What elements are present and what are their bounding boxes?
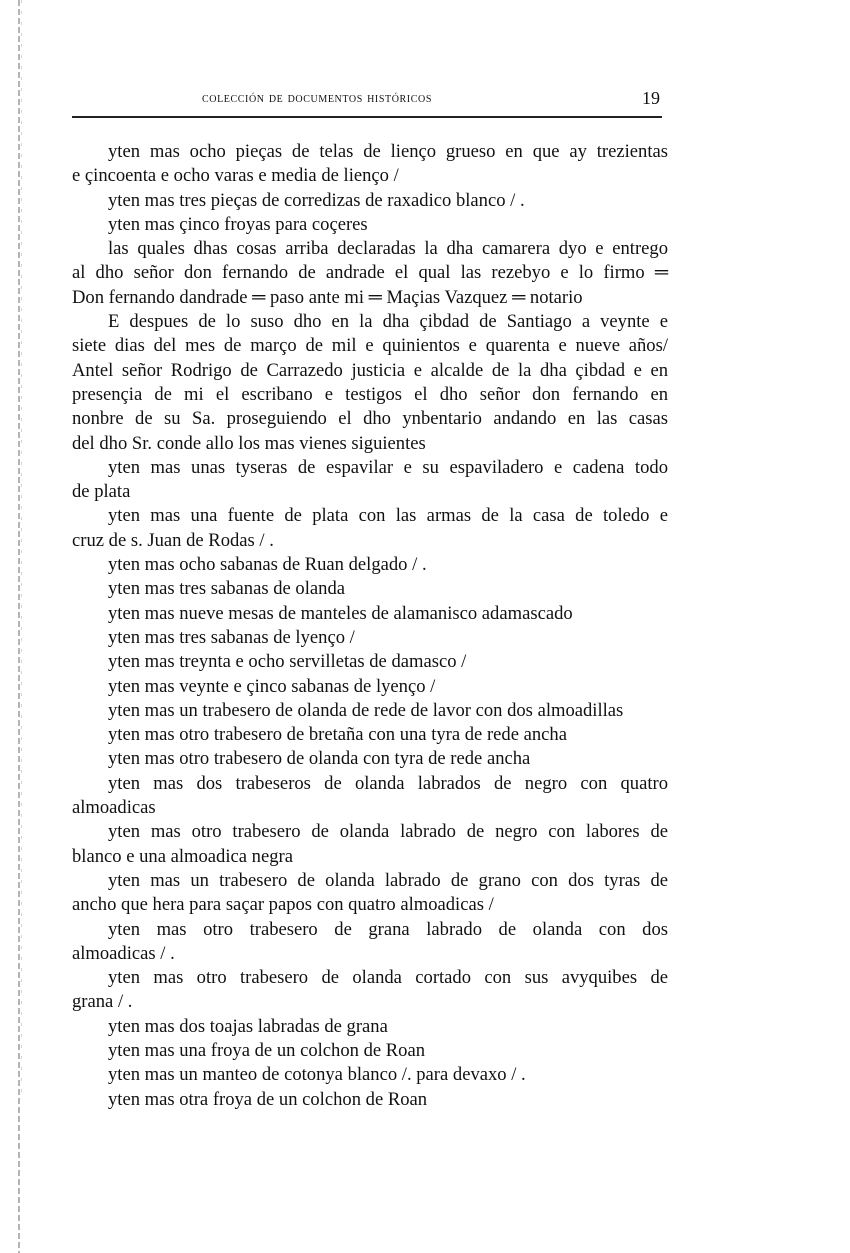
- document-body: [72, 140, 668, 1112]
- text-line: yten mas otra froya de un colchon de Roan: [108, 1088, 428, 1110]
- text-line: yten mas un manteo de cotonya blanco /. para devaxo / .: [108, 1064, 526, 1086]
- text-line: yten mas tres sabanas de olanda: [108, 578, 345, 600]
- text-line: nonbre de su Sa. proseguiendo el dho ynbentario andando en las casas: [72, 408, 668, 430]
- paragraph: [72, 602, 668, 626]
- running-title: colección de documentos históricos: [202, 90, 432, 106]
- paragraph: [72, 772, 668, 821]
- text-line: e çincoenta e ocho varas e media de lienço /: [72, 165, 399, 187]
- text-line: al dho señor don fernando de andrade el qual las rezebyo e lo firmo ═: [72, 262, 668, 284]
- text-line: yten mas tres pieças de corredizas de raxadico blanco / .: [108, 189, 525, 211]
- text-line: yten mas veynte e çinco sabanas de lyenço /: [108, 675, 436, 697]
- text-line: yten mas otro trabesero de bretaña con una tyra de rede ancha: [108, 724, 567, 746]
- text-line: almoadicas: [72, 797, 156, 819]
- scan-edge-artifact: [21, 0, 22, 1100]
- text-line: yten mas otro trabesero de olanda con tyra de rede ancha: [108, 748, 531, 770]
- text-line: yten mas dos toajas labradas de grana: [108, 1015, 388, 1037]
- paragraph: [72, 1039, 668, 1063]
- paragraph: [72, 1088, 668, 1112]
- text-line: siete dias del mes de março de mil e quinientos e quarenta e nueve años/: [72, 335, 668, 357]
- text-line: de plata: [72, 481, 131, 503]
- paragraph: [72, 504, 668, 553]
- text-line: yten mas otro trabesero de olanda labrado de negro con labores de: [108, 821, 668, 843]
- text-line: Antel señor Rodrigo de Carrazedo justicia e alcalde de la dha çibdad e en: [72, 359, 668, 381]
- text-line: yten mas un trabesero de olanda de rede de lavor con dos almoadillas: [108, 699, 624, 721]
- text-line: blanco e una almoadica negra: [72, 845, 293, 867]
- paragraph: [72, 650, 668, 674]
- page-header: [72, 88, 668, 112]
- text-line: yten mas otro trabesero de grana labrado de olanda con dos: [108, 918, 668, 940]
- text-line: yten mas un trabesero de olanda labrado de grano con dos tyras de: [108, 869, 668, 891]
- text-line: yten mas unas tyseras de espavilar e su espaviladero e cadena todo: [108, 456, 668, 478]
- text-line: yten mas nueve mesas de manteles de alamanisco adamascado: [108, 602, 573, 624]
- paragraph: [72, 213, 668, 237]
- paragraph: [72, 1015, 668, 1039]
- paragraph: [72, 869, 668, 918]
- text-line: yten mas otro trabesero de olanda cortado con sus avyquibes de: [108, 967, 668, 989]
- text-line: yten mas ocho sabanas de Ruan delgado / .: [108, 554, 427, 576]
- paragraph: [72, 966, 668, 1015]
- text-line: E despues de lo suso dho en la dha çibdad de Santiago a veynte e: [108, 311, 668, 333]
- paragraph: [72, 820, 668, 869]
- text-line: Don fernando dandrade ═ paso ante mi ═ Maçias Vazquez ═ notario: [72, 286, 583, 308]
- text-line: yten mas una froya de un colchon de Roan: [108, 1039, 426, 1061]
- paragraph: [72, 1063, 668, 1087]
- text-line: grana / .: [72, 991, 133, 1013]
- paragraph: [72, 577, 668, 601]
- text-line: yten mas dos trabeseros de olanda labrados de negro con quatro: [108, 772, 668, 794]
- paragraph: [72, 747, 668, 771]
- text-line: las quales dhas cosas arriba declaradas la dha camarera dyo e entrego: [108, 238, 668, 260]
- paragraph: [72, 140, 668, 189]
- paragraph: [72, 310, 668, 456]
- text-line: cruz de s. Juan de Rodas / .: [72, 529, 274, 551]
- paragraph: [72, 626, 668, 650]
- paragraph: [72, 675, 668, 699]
- paragraph: [72, 456, 668, 505]
- paragraph: [72, 189, 668, 213]
- text-line: del dho Sr. conde allo los mas vienes siguientes: [72, 432, 426, 454]
- paragraph: [72, 553, 668, 577]
- text-line: yten mas çinco froyas para coçeres: [108, 213, 368, 235]
- text-line: yten mas treynta e ocho servilletas de damasco /: [108, 651, 467, 673]
- paragraph: [72, 699, 668, 723]
- text-line: ancho que hera para saçar papos con quatro almoadicas /: [72, 894, 494, 916]
- paragraph: [72, 723, 668, 747]
- paragraph: [72, 237, 668, 310]
- page-number: 19: [642, 88, 660, 108]
- text-line: almoadicas / .: [72, 942, 175, 964]
- text-line: yten mas una fuente de plata con las armas de la casa de toledo e: [108, 505, 668, 527]
- paragraph: [72, 918, 668, 967]
- header-rule: [72, 116, 662, 118]
- text-line: yten mas tres sabanas de lyenço /: [108, 626, 355, 648]
- scan-edge-artifact: [18, 0, 20, 1253]
- text-line: presençia de mi el escribano e testigos el dho señor don fernando en: [72, 383, 668, 405]
- text-line: yten mas ocho pieças de telas de lienço grueso en que ay trezientas: [108, 141, 668, 162]
